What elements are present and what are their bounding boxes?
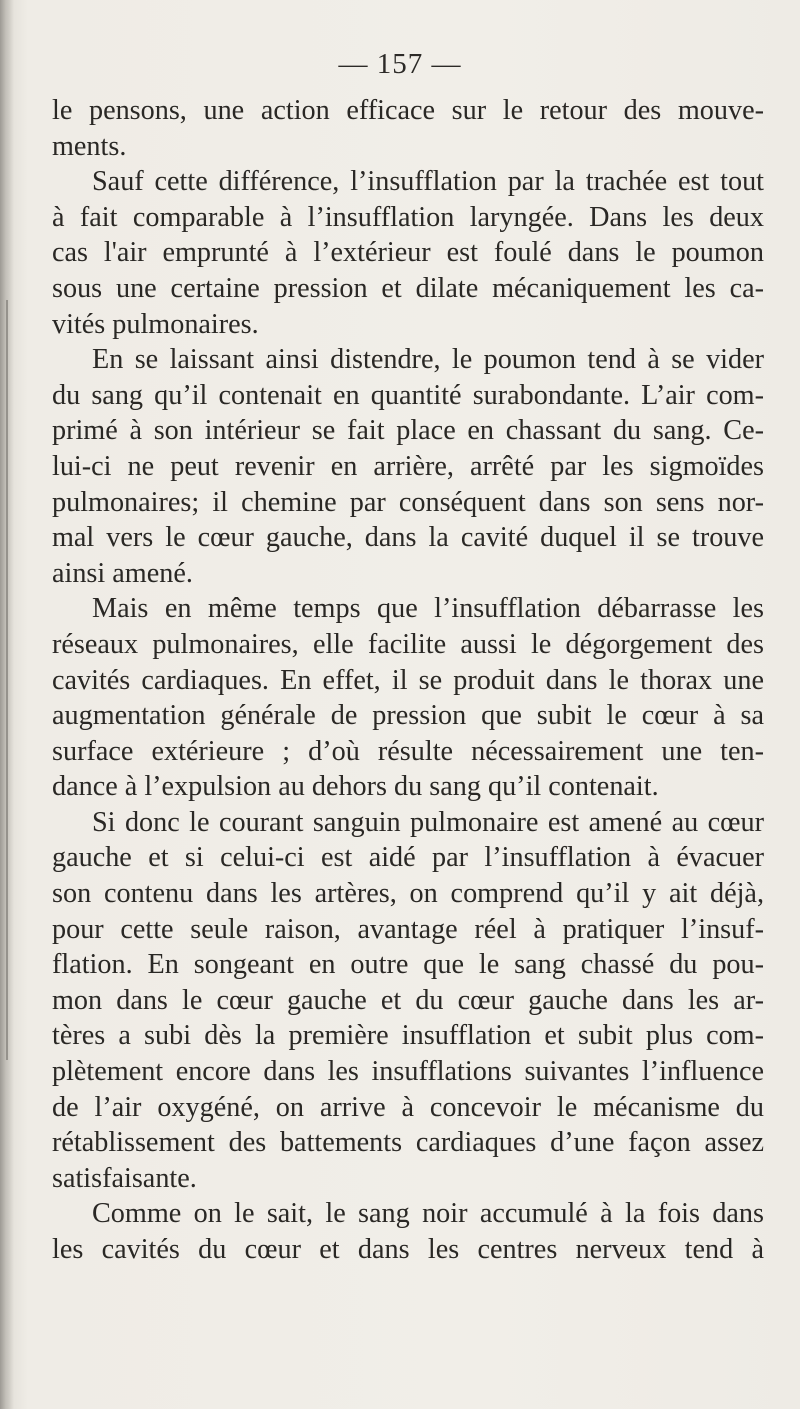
text-line: à fait comparable à l’insufflation laryngée. Dans les deux xyxy=(52,201,764,233)
body-text xyxy=(52,93,764,1268)
text-line: dance à l’expulsion au dehors du sang qu’il contenait. xyxy=(52,771,659,803)
text-line: Sauf cette différence, l’insufflation par la trachée est tout xyxy=(92,166,764,198)
text-line: gauche et si celui-ci est aidé par l’insufflation à évacuer xyxy=(52,842,764,874)
text-line: cavités cardiaques. En effet, il se produit dans le thorax une xyxy=(52,664,764,696)
text-line: rétablissement des battements cardiaques d’une façon assez xyxy=(52,1127,764,1159)
text-line: flation. En songeant en outre que le sang chassé du pou- xyxy=(52,949,764,981)
text-line: le pensons, une action efficace sur le retour des mouve- xyxy=(52,95,764,126)
text-line: plètement encore dans les insufflations suivantes l’influence xyxy=(52,1056,764,1088)
text-line: de l’air oxygéné, on arrive à concevoir le mécanisme du xyxy=(52,1091,764,1123)
text-line: mal vers le cœur gauche, dans la cavité duquel il se trouve xyxy=(52,522,764,554)
text-line: mon dans le cœur gauche et du cœur gauche dans les ar- xyxy=(52,984,764,1016)
text-line: tères a subi dès la première insufflation et subit plus com- xyxy=(52,1020,764,1052)
text-line: augmentation générale de pression que subit le cœur à sa xyxy=(52,700,764,732)
text-line: Comme on le sait, le sang noir accumulé à la fois dans xyxy=(92,1198,764,1230)
text-line: sous une certaine pression et dilate mécaniquement les ca- xyxy=(52,272,764,304)
text-line: réseaux pulmonaires, elle facilite aussi le dégorgement des xyxy=(52,628,764,660)
binding-edge xyxy=(6,300,8,1060)
text-line: pour cette seule raison, avantage réel à pratiquer l’insuf- xyxy=(52,913,764,945)
text-line: les cavités du cœur et dans les centres nerveux tend à xyxy=(52,1234,764,1265)
text-line: pulmonaires; il chemine par conséquent dans son sens nor- xyxy=(52,486,764,518)
text-line: son contenu dans les artères, on comprend qu’il y ait déjà, xyxy=(52,878,764,910)
text-line: primé à son intérieur se fait place en chassant du sang. Ce- xyxy=(52,415,764,447)
text-line: satisfaisante. xyxy=(52,1162,197,1194)
text-line: vités pulmonaires. xyxy=(52,308,259,340)
text-line: ments. xyxy=(52,130,127,162)
text-line: ainsi amené. xyxy=(52,557,193,589)
text-line: cas l'air emprunté à l’extérieur est foulé dans le poumon xyxy=(52,237,764,269)
text-line: En se laissant ainsi distendre, le poumon tend à se vider xyxy=(92,344,764,376)
text-line: du sang qu’il contenait en quantité surabondante. L’air com- xyxy=(52,379,764,411)
text-line: lui-ci ne peut revenir en arrière, arrêté par les sigmoïdes xyxy=(52,450,764,482)
text-line: Mais en même temps que l’insufflation débarrasse les xyxy=(92,593,764,625)
text-line: surface extérieure ; d’où résulte nécessairement une ten- xyxy=(52,735,764,767)
text-line: Si donc le courant sanguin pulmonaire est amené au cœur xyxy=(92,806,764,838)
page-number: — 157 — xyxy=(338,48,462,80)
